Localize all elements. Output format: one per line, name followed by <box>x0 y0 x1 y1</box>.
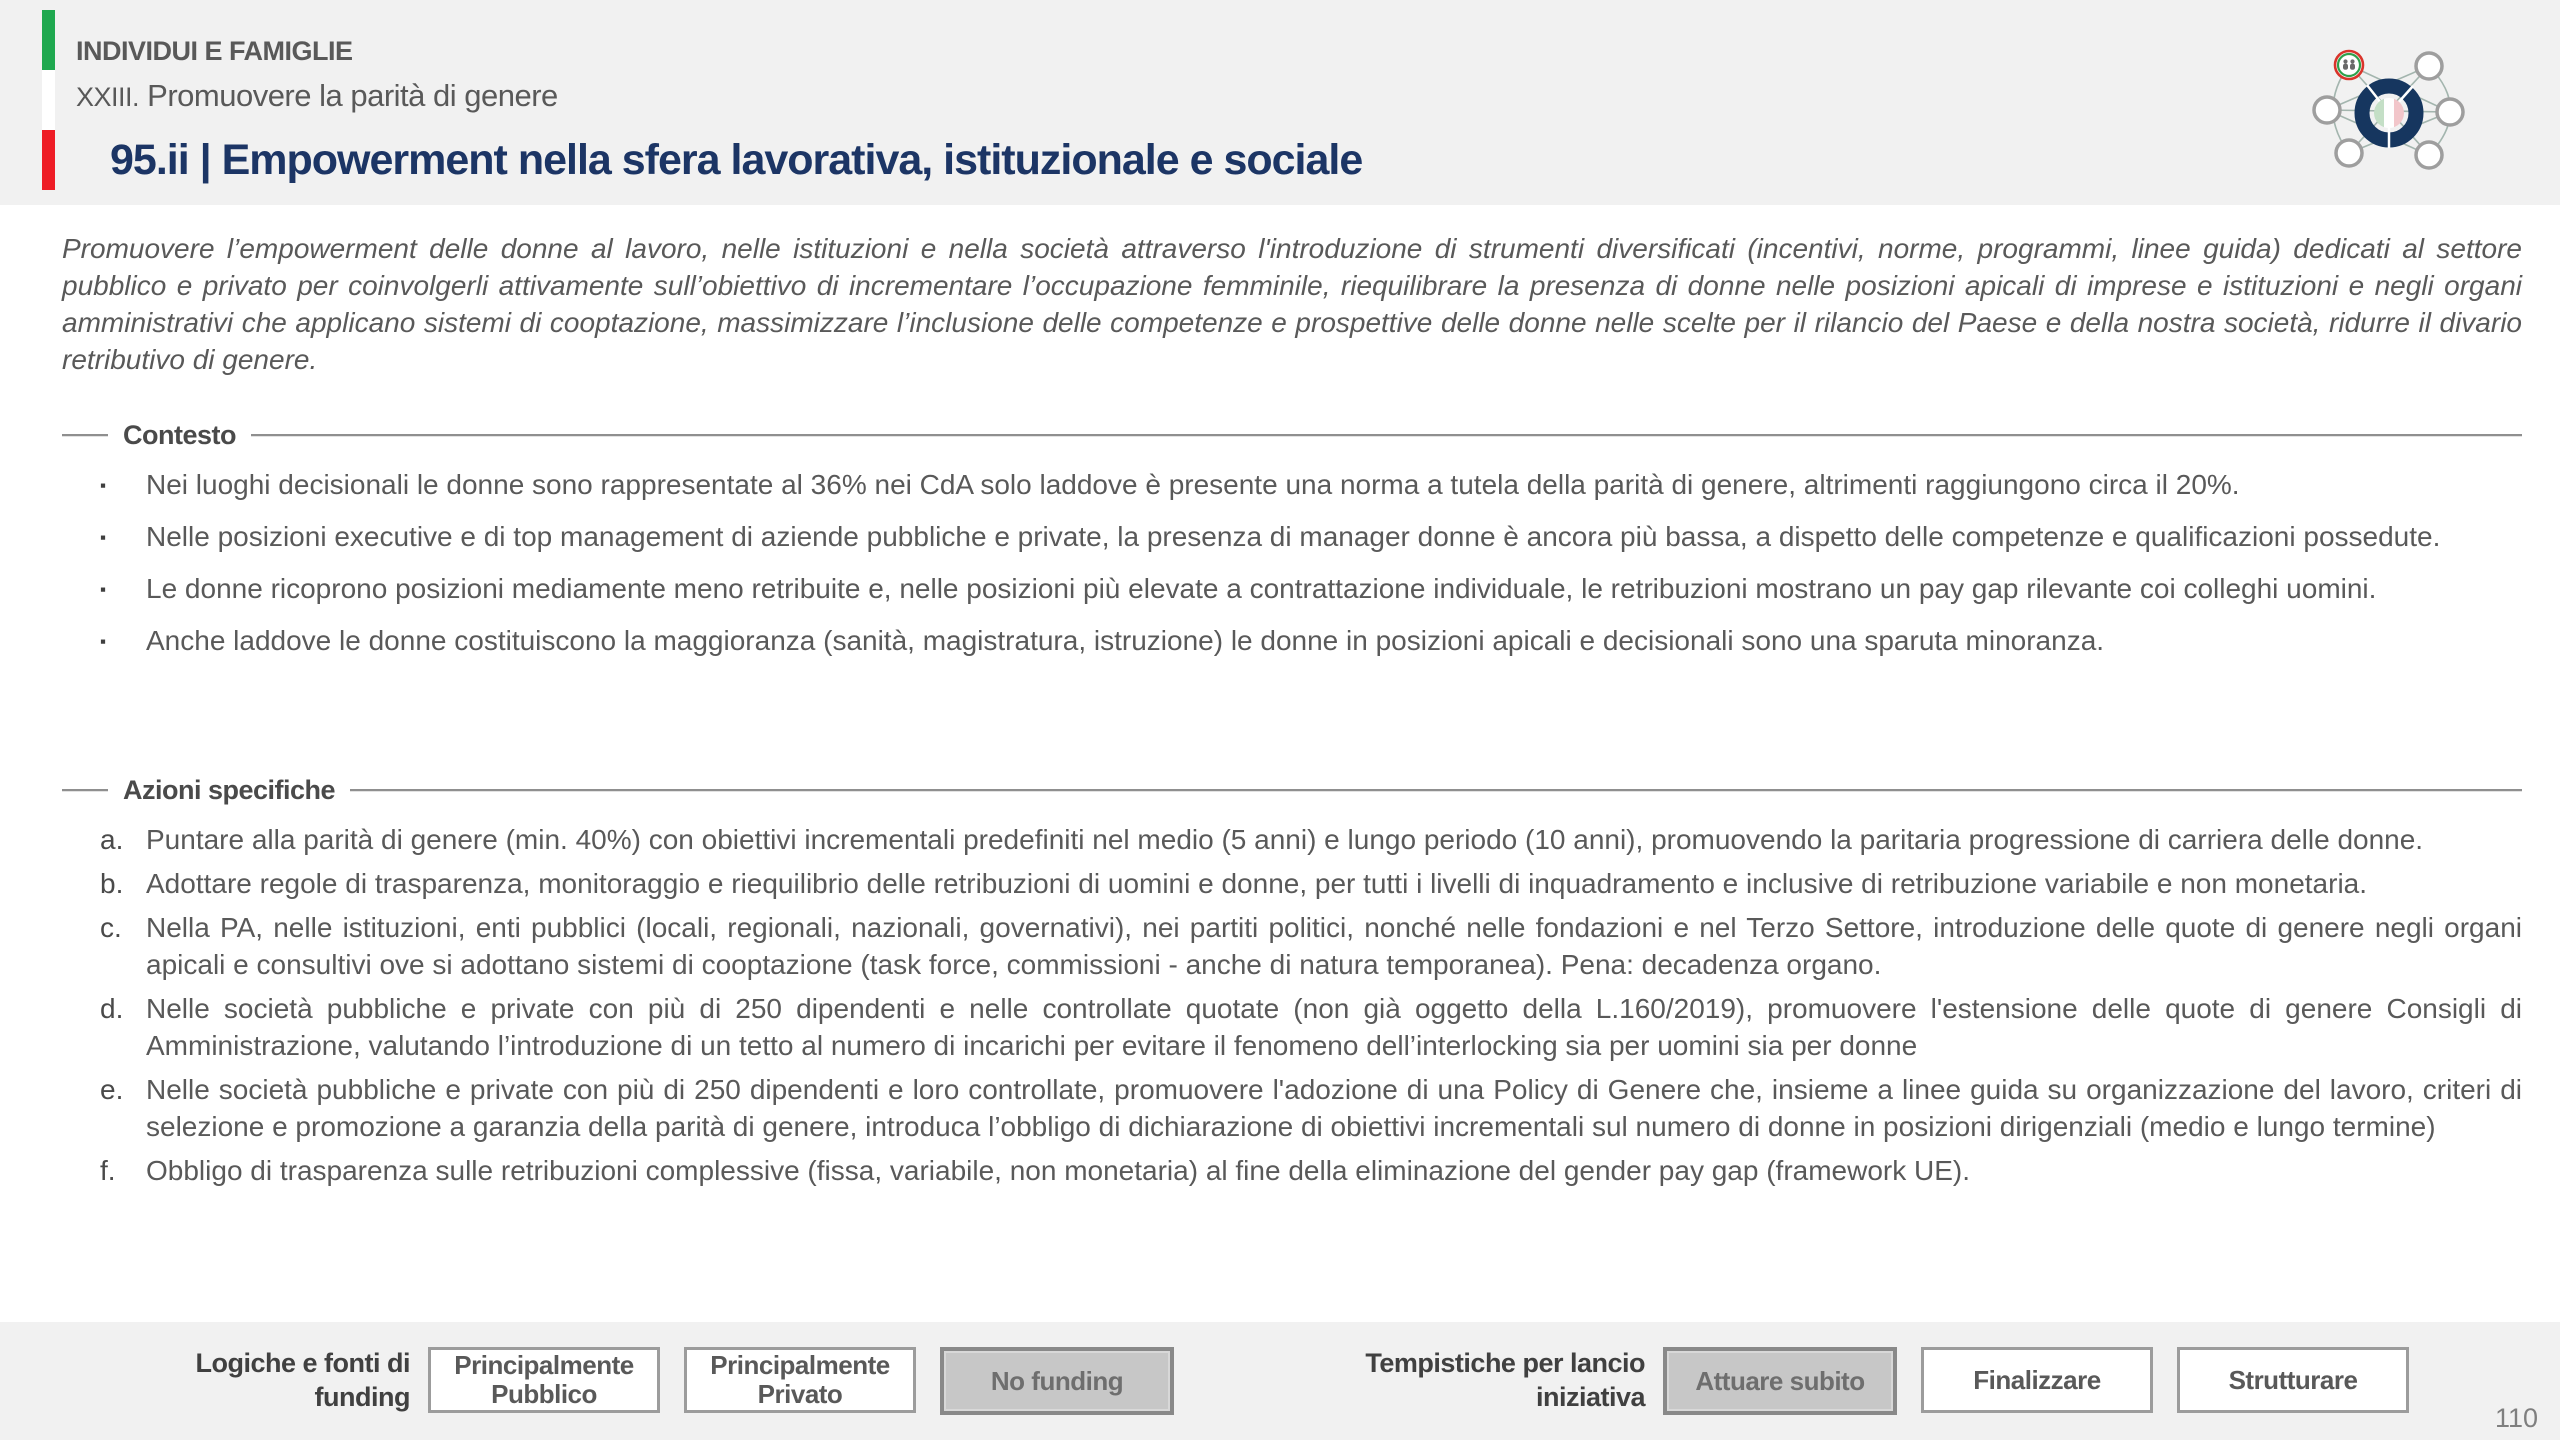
header-dash-line <box>62 434 108 437</box>
list-item <box>100 622 2522 661</box>
slide-footer <box>0 1322 2560 1440</box>
flag-red-segment <box>42 130 55 190</box>
list-item <box>100 518 2522 557</box>
funding-option-principalmente-pubblico[interactable]: Principalmente Pubblico <box>428 1347 660 1413</box>
bullet-text: Nelle posizioni executive e di top management di aziende pubbliche e private, la presenza di manager donne è ancora più bassa, a dispetto delle competenze e qualificazioni possedute. <box>146 521 2441 552</box>
network-logo <box>2297 0 2532 205</box>
flag-white-segment <box>42 70 55 130</box>
header-rule-line <box>251 434 2522 437</box>
contesto-bullet-list <box>100 466 2522 661</box>
italy-flag-bar <box>42 10 55 190</box>
letter-marker: d. <box>100 993 124 1024</box>
action-text: Adottare regole di trasparenza, monitoraggio e riequilibrio delle retribuzioni di uomini e donne, per tutti i livelli di inquadramento e inclusive di retribuzione variabile e non monetaria. <box>146 868 2368 899</box>
funding-label: Logiche e fonti di funding <box>195 1348 410 1412</box>
letter-marker: a. <box>100 824 124 855</box>
funding-group <box>160 1322 1174 1440</box>
chapter-roman-numeral: XXIII. <box>76 82 140 112</box>
action-text: Nella PA, nelle istituzioni, enti pubblici (locali, regionali, nazionali, governativi), nei partiti politici, nonché nelle fondazioni e nel Terzo Settore, introduzione delle quote di genere negli organi apicali e consultivi ove si adottano sistemi di cooptazione (task force, commissioni - anche di natura temporanea). Pena: decadenza organo. <box>146 912 2522 980</box>
bullet-text: Nei luoghi decisionali le donne sono rappresentate al 36% nei CdA solo laddove è presente una norma a tutela della parità di genere, altrimenti raggiungono circa il 20%. <box>146 469 2240 500</box>
chapter-subtitle <box>76 78 558 114</box>
funding-option-no-funding[interactable]: No funding <box>940 1347 1174 1415</box>
logo-family-node-highlighted <box>2335 51 2363 79</box>
list-item <box>100 865 2522 902</box>
header-rule-line <box>350 789 2522 792</box>
bullet-marker: ▪ <box>100 476 107 495</box>
list-item <box>100 466 2522 505</box>
header-dash-line <box>62 789 108 792</box>
letter-marker: e. <box>100 1074 124 1105</box>
list-item <box>100 909 2522 983</box>
letter-marker: b. <box>100 868 124 899</box>
letter-marker: c. <box>100 912 122 943</box>
azioni-lettered-list <box>100 821 2522 1189</box>
logo-center-hub <box>2362 85 2416 148</box>
section-contesto-title: Contesto <box>123 419 236 450</box>
action-text: Nelle società pubbliche e private con più di 250 dipendenti e loro controllate, promuovere l'adozione di una Policy di Genere che, insieme a linee guida su organizzazione del lavoro, criteri di selezione e promozione a garanzia della parità di genere, introduca l’obbligo di dichiarazione di obiettivi incrementali sul numero di donne in posizioni dirigenziali (medio e lungo termine) <box>146 1074 2522 1142</box>
timing-option-finalizzare[interactable]: Finalizzare <box>1921 1347 2153 1413</box>
timing-label: Tempistiche per lancio iniziativa <box>1365 1348 1645 1412</box>
action-text: Puntare alla parità di genere (min. 40%) con obiettivi incrementali predefiniti nel medio (5 anni) e lungo periodo (10 anni), promuovendo la paritaria progressione di carriera delle donne. <box>146 824 2424 855</box>
slide-header <box>0 0 2560 205</box>
intro-paragraph: Promuovere l’empowerment delle donne al lavoro, nelle istituzioni e nella società attraverso l'introduzione di strumenti diversificati (incentivi, norme, programmi, linee guida) dedicati al settore pubblico e privato per coinvolgerli attivamente sull’obiettivo di incrementare l’occupazione femminile, riequilibrare la presenza di donne nelle posizioni apicali di imprese e istituzioni e negli organi amministrativi che applicano sistemi di cooptazione, massimizzare l’inclusione delle competenze e prospettive delle donne nelle scelte per il rilancio del Paese e della nostra società, ridurre il divario retributivo di genere. <box>62 233 2522 375</box>
section-eyebrow: INDIVIDUI E FAMIGLIE <box>76 36 353 66</box>
section-contesto <box>62 420 2522 674</box>
funding-option-principalmente-privato[interactable]: Principalmente Privato <box>684 1347 916 1413</box>
timing-options <box>1663 1347 2409 1415</box>
chapter-title: Promuovere la parità di genere <box>139 78 558 113</box>
page-number: 110 <box>2494 1403 2538 1433</box>
bullet-marker: ▪ <box>100 632 107 651</box>
list-item <box>100 1152 2522 1189</box>
timing-option-attuare-subito[interactable]: Attuare subito <box>1663 1347 1897 1415</box>
section-contesto-header <box>62 420 2522 450</box>
list-item <box>100 1071 2522 1145</box>
page-title: 95.ii | Empowerment nella sfera lavorativa, istituzionale e sociale <box>110 136 1363 184</box>
flag-green-segment <box>42 10 55 70</box>
action-text: Obbligo di trasparenza sulle retribuzioni complessive (fissa, variabile, non monetaria) al fine della eliminazione del gender pay gap (framework UE). <box>146 1155 1971 1186</box>
section-azioni-header <box>62 775 2522 805</box>
bullet-marker: ▪ <box>100 528 107 547</box>
bullet-marker: ▪ <box>100 580 107 599</box>
action-text: Nelle società pubbliche e private con più di 250 dipendenti e nelle controllate quotate (non già oggetto della L.160/2019), promuovere l'estensione delle quote di genere Consigli di Amministrazione, valutando l’introduzione di un tetto al numero di incarichi per evitare il fenomeno dell’interlocking sia per uomini sia per donne <box>146 993 2522 1061</box>
bullet-text: Le donne ricoprono posizioni mediamente meno retribuite e, nelle posizioni più elevate a contrattazione individuale, le retribuzioni mostrano un pay gap rilevante coi colleghi uomini. <box>146 573 2377 604</box>
timing-option-strutturare[interactable]: Strutturare <box>2177 1347 2409 1413</box>
logo-italy-flag-core <box>2374 98 2404 128</box>
section-azioni-title: Azioni specifiche <box>123 774 336 805</box>
list-item <box>100 990 2522 1064</box>
letter-marker: f. <box>100 1155 116 1186</box>
list-item <box>100 821 2522 858</box>
list-item <box>100 570 2522 609</box>
timing-group <box>1345 1322 2409 1440</box>
section-azioni-specifiche <box>62 775 2522 1196</box>
funding-options <box>428 1347 1174 1415</box>
bullet-text: Anche laddove le donne costituiscono la maggioranza (sanità, magistratura, istruzione) le donne in posizioni apicali e decisionali sono una sparuta minoranza. <box>146 625 2105 656</box>
